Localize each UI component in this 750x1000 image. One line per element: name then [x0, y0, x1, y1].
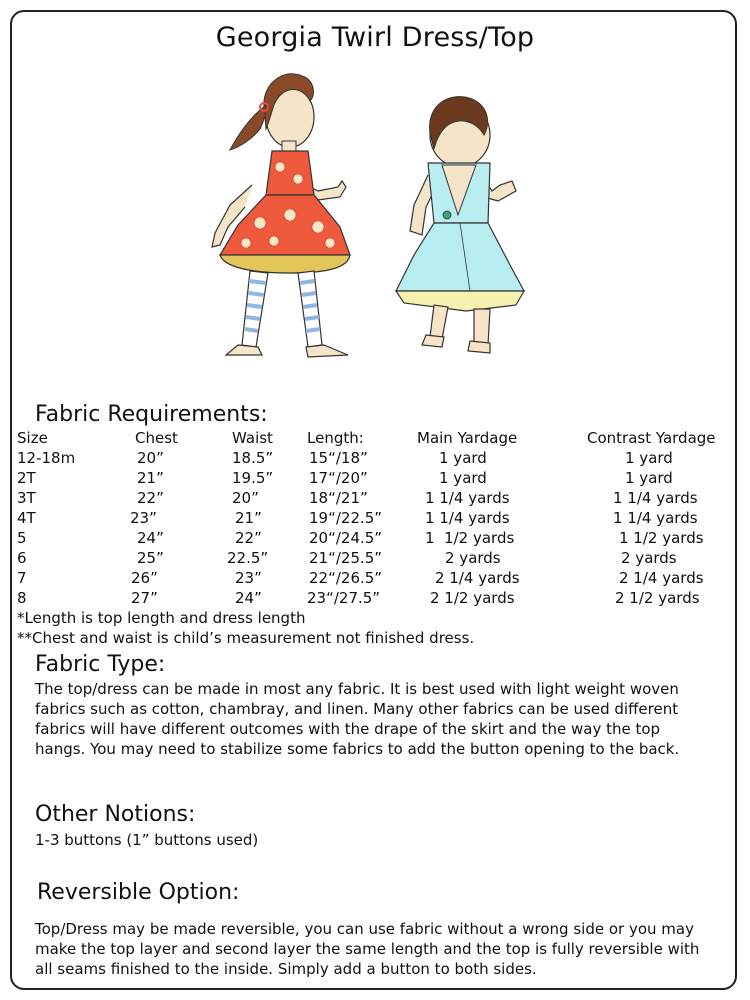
contrast-yardage-cell: 1 1/4 yards — [613, 489, 698, 507]
length-cell: 22“/26.5” — [309, 569, 383, 587]
chest-cell: 24” — [137, 529, 164, 547]
page-title: Georgia Twirl Dress/Top — [215, 22, 535, 53]
size-cell: 7 — [17, 569, 27, 587]
waist-cell: 23” — [235, 569, 262, 587]
fabric-type-text: The top/dress can be made in most any fabric. It is best used with light weight woven fabrics such as cotton, chambray, and linen. Many other fabrics can be used different fabrics will have different outcomes with the drape of the skirt and the way the top hangs. You may need to stabilize some fabrics to add the button opening to the back. — [35, 680, 680, 758]
length-cell: 19“/22.5” — [309, 509, 383, 527]
chest-cell: 22” — [137, 489, 164, 507]
main-yardage-cell: 1 1/4 yards — [425, 509, 510, 527]
table-row — [17, 568, 737, 588]
size-cell: 6 — [17, 549, 27, 567]
waist-cell: 24” — [235, 589, 262, 607]
other-notions-text: 1-3 buttons (1” buttons used) — [35, 831, 259, 849]
length-cell: 21“/25.5” — [309, 549, 383, 567]
table-row — [17, 488, 737, 508]
fabric-requirements-heading: Fabric Requirements: — [35, 402, 268, 427]
column-header: Main Yardage — [417, 429, 518, 447]
waist-cell: 22.5” — [227, 549, 269, 567]
table-row — [17, 508, 737, 528]
main-yardage-cell: 2 1/2 yards — [430, 589, 515, 607]
size-cell: 12-18m — [17, 449, 76, 467]
table-row — [17, 468, 737, 488]
length-cell: 23“/27.5” — [307, 589, 381, 607]
main-yardage-cell: 1 yard — [439, 449, 487, 467]
size-cell: 5 — [17, 529, 27, 547]
main-yardage-cell: 2 1/4 yards — [435, 569, 520, 587]
reversible-heading: Reversible Option: — [37, 880, 240, 905]
column-header: Length: — [307, 429, 364, 447]
column-header: Chest — [135, 429, 178, 447]
contrast-yardage-cell: 1 yard — [625, 449, 673, 467]
length-cell: 20“/24.5” — [309, 529, 383, 547]
chest-cell: 21” — [137, 469, 164, 487]
table-row — [17, 548, 737, 568]
table-row — [17, 588, 737, 608]
chest-cell: 26” — [131, 569, 158, 587]
waist-cell: 18.5” — [232, 449, 274, 467]
reversible-text: Top/Dress may be made reversible, you can use fabric without a wrong side or you may make the top layer and second layer the same length and the top is fully reversible with all seams finished to the inside. Simply add a button to both sides. — [35, 920, 700, 978]
contrast-yardage-cell: 1 1/2 yards — [619, 529, 704, 547]
girl-back-figure — [396, 97, 524, 353]
fabric-type-heading: Fabric Type: — [35, 652, 166, 677]
length-cell: 18“/21” — [309, 489, 368, 507]
table-row — [17, 448, 737, 468]
chest-cell: 25” — [137, 549, 164, 567]
girl-front-figure — [212, 74, 350, 357]
contrast-yardage-cell: 1 1/4 yards — [613, 509, 698, 527]
waist-cell: 21” — [235, 509, 262, 527]
contrast-yardage-cell: 1 yard — [625, 469, 673, 487]
waist-cell: 19.5” — [232, 469, 274, 487]
dress-illustration — [190, 55, 560, 365]
size-cell: 2T — [17, 469, 36, 487]
waist-cell: 20” — [232, 489, 259, 507]
length-cell: 15“/18” — [309, 449, 368, 467]
fabric-requirements-table — [17, 428, 737, 608]
main-yardage-cell: 1 yard — [439, 469, 487, 487]
main-yardage-cell: 1 1/4 yards — [425, 489, 510, 507]
waist-cell: 22” — [235, 529, 262, 547]
length-footnote: *Length is top length and dress length — [17, 609, 306, 627]
table-header-row — [17, 428, 737, 448]
column-header: Contrast Yardage — [587, 429, 716, 447]
table-row — [17, 528, 737, 548]
contrast-yardage-cell: 2 1/4 yards — [619, 569, 704, 587]
contrast-yardage-cell: 2 1/2 yards — [615, 589, 700, 607]
other-notions-heading: Other Notions: — [35, 802, 196, 827]
measurement-footnote: **Chest and waist is child’s measurement not finished dress. — [17, 629, 475, 647]
length-cell: 17“/20” — [309, 469, 368, 487]
main-yardage-cell: 2 yards — [445, 549, 501, 567]
main-yardage-cell: 1 1/2 yards — [425, 529, 515, 547]
size-cell: 3T — [17, 489, 36, 507]
size-cell: 8 — [17, 589, 27, 607]
column-header: Size — [17, 429, 48, 447]
chest-cell: 23” — [130, 509, 157, 527]
contrast-yardage-cell: 2 yards — [621, 549, 677, 567]
size-cell: 4T — [17, 509, 36, 527]
chest-cell: 20” — [137, 449, 164, 467]
column-header: Waist — [232, 429, 273, 447]
chest-cell: 27” — [131, 589, 158, 607]
